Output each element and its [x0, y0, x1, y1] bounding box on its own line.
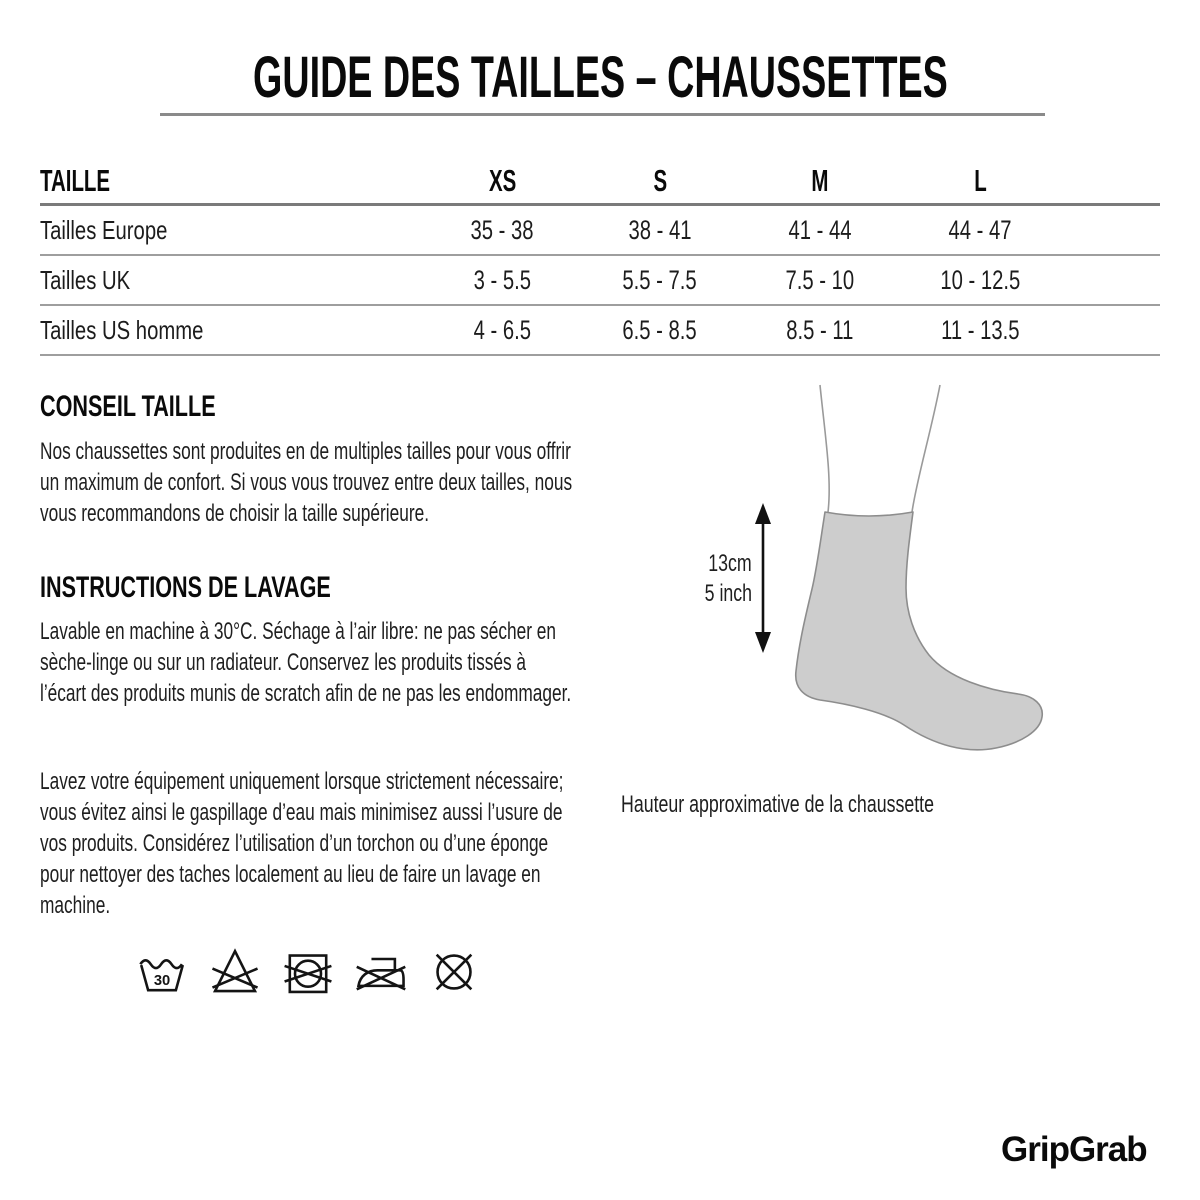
table-header-row — [40, 158, 1160, 206]
sock-caption: Hauteur approximative de la chaussette — [621, 791, 934, 818]
height-label — [610, 549, 752, 609]
size-cell: 8.5 - 11 — [786, 314, 854, 345]
leg-outline — [820, 385, 940, 512]
size-cell: 5.5 - 7.5 — [622, 264, 698, 295]
conseil-heading: CONSEIL TAILLE — [40, 390, 216, 423]
table-row-us — [40, 306, 1160, 356]
machine-wash-30-icon — [136, 946, 188, 998]
column-header-s: S — [653, 162, 667, 198]
title-underline — [160, 113, 1045, 116]
lavage-text-1: Lavable en machine à 30°C. Séchage à l’air libre: ne pas sécher en sèche-linge ou sur un radiateur. Conservez les produits tissés à l’écart des produits munis de scratch afin de ne pas les endommager. — [40, 618, 572, 707]
height-label-cm: 13cm — [708, 550, 752, 577]
size-cell: 6.5 - 8.5 — [622, 314, 698, 345]
sock-shape — [796, 512, 1043, 750]
size-cell: 4 - 6.5 — [473, 314, 532, 345]
column-header-xs: XS — [488, 162, 517, 198]
table-row-europe — [40, 206, 1160, 256]
size-cell: 7.5 - 10 — [785, 264, 855, 295]
lavage-text-2: Lavez votre équipement uniquement lorsque strictement nécessaire; vous évitez ainsi le gaspillage d’eau mais minimisez aussi l’usure de vos produits. Considérez l’utilisation d’un torchon ou d’une éponge pour nettoyer des taches localement au lieu de faire un lavage en machine. — [40, 768, 564, 919]
size-cell: 10 - 12.5 — [940, 264, 1020, 295]
do-not-bleach-icon — [209, 946, 261, 998]
row-label: Tailles Europe — [40, 214, 168, 245]
conseil-text: Nos chaussettes sont produites en de multiples tailles pour vous offrir un maximum de confort. Si vous vous trouvez entre deux tailles, nous vous recommandons de choisir la taille supérieure. — [40, 438, 573, 527]
column-header-m: M — [811, 162, 829, 198]
do-not-dry-clean-icon — [428, 946, 480, 998]
brand-logo: GripGrab — [1001, 1130, 1147, 1169]
row-label: Tailles US homme — [40, 314, 204, 345]
height-arrow — [755, 503, 771, 653]
size-cell: 38 - 41 — [628, 214, 692, 245]
svg-text:30: 30 — [153, 973, 171, 989]
lavage-heading: INSTRUCTIONS DE LAVAGE — [40, 571, 331, 604]
size-cell: 35 - 38 — [470, 214, 535, 245]
row-label: Tailles UK — [40, 264, 131, 295]
page-title-text: GUIDE DES TAILLES – CHAUSSETTES — [252, 45, 948, 110]
do-not-tumble-dry-icon — [282, 946, 334, 998]
column-header-l: L — [973, 162, 987, 198]
size-cell: 41 - 44 — [788, 214, 852, 245]
column-header-taille: TAILLE — [40, 162, 111, 198]
size-cell: 3 - 5.5 — [473, 264, 532, 295]
height-label-inch: 5 inch — [704, 580, 752, 607]
table-row-uk — [40, 256, 1160, 306]
care-icons — [136, 946, 480, 998]
do-not-iron-icon — [355, 946, 407, 998]
size-cell: 11 - 13.5 — [940, 314, 1020, 345]
page-title — [0, 44, 1200, 111]
size-cell: 44 - 47 — [948, 214, 1012, 245]
size-table — [40, 158, 1160, 356]
